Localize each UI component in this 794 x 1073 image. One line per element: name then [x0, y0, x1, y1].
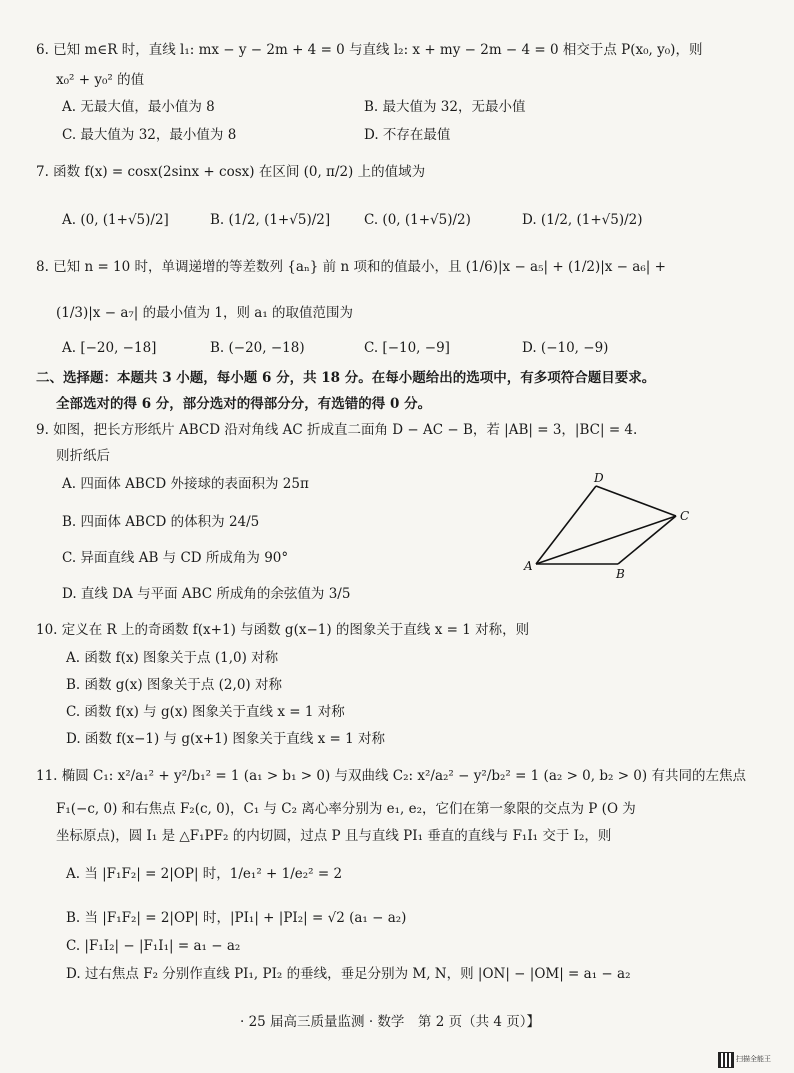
q9-stem-line1: 9. 如图，把长方形纸片 ABCD 沿对角线 AC 折成直二面角 D − AC − B，若 |AB| = 3，|BC| = 4. — [36, 422, 638, 438]
page-footer: · 25 届高三质量监测 · 数学 第 2 页（共 4 页）】 — [240, 1014, 541, 1030]
q6-stem-line2: x₀² + y₀² 的值 — [56, 72, 145, 88]
q6-stem-line1: 6. 已知 m∈R 时，直线 l₁: mx − y − 2m + 4 = 0 与直线 l₂: x + my − 2m − 4 = 0 相交于点 P(x₀, y₀)，则 — [36, 42, 703, 58]
q11-option-b: B. 当 |F₁F₂| = 2|OP| 时，|PI₁| + |PI₂| = √2 (a₁ − a₂) — [66, 910, 407, 926]
q7-option-b: B. (1/2, (1+√5)/2] — [210, 212, 331, 228]
section2-heading-line1: 二、选择题：本题共 3 小题，每小题 6 分，共 18 分。在每小题给出的选项中，有多项符合题目要求。 — [36, 370, 656, 386]
q7-stem: 7. 函数 f(x) = cosx(2sinx + cosx) 在区间 (0, π/2) 上的值域为 — [36, 164, 426, 180]
section2-heading-line2: 全部选对的得 6 分，部分选对的得部分分，有选错的得 0 分。 — [56, 396, 432, 412]
vertex-label-b: B — [616, 567, 625, 581]
edge-bc — [618, 516, 676, 564]
edge-ad — [536, 486, 596, 564]
q10-option-a: A. 函数 f(x) 图象关于点 (1,0) 对称 — [66, 650, 279, 666]
q9-option-a: A. 四面体 ABCD 外接球的表面积为 25π — [62, 476, 309, 492]
q8-option-c: C. [−10, −9] — [364, 340, 450, 356]
q9-option-c: C. 异面直线 AB 与 CD 所成角为 90° — [62, 550, 289, 566]
qr-code-icon — [718, 1052, 734, 1068]
q9-stem-line2: 则折纸后 — [56, 448, 110, 464]
q11-option-c: C. |F₁I₂| − |F₁I₁| = a₁ − a₂ — [66, 938, 241, 954]
q8-stem-line1: 8. 已知 n = 10 时，单调递增的等差数列 {aₙ} 前 n 项和的值最小，且 (1/6)|x − a₅| + (1/2)|x − a₆| + — [36, 259, 666, 275]
vertex-label-c: C — [680, 509, 690, 523]
q8-option-a: A. [−20, −18] — [62, 340, 157, 356]
q11-stem-line1: 11. 椭圆 C₁: x²/a₁² + y²/b₁² = 1 (a₁ > b₁ > 0) 与双曲线 C₂: x²/a₂² − y²/b₂² = 1 (a₂ > 0, b₂ > 0) 有共同的左焦点 — [36, 768, 746, 784]
q6-option-d: D. 不存在最值 — [364, 127, 451, 143]
q10-option-d: D. 函数 f(x−1) 与 g(x+1) 图象关于直线 x = 1 对称 — [66, 731, 386, 747]
q7-option-a: A. (0, (1+√5)/2] — [62, 212, 169, 228]
q8-option-b: B. (−20, −18) — [210, 340, 305, 356]
q10-option-b: B. 函数 g(x) 图象关于点 (2,0) 对称 — [66, 677, 282, 693]
q7-option-c: C. (0, (1+√5)/2) — [364, 212, 471, 228]
folded-tetrahedron-figure — [520, 468, 700, 583]
q6-option-b: B. 最大值为 32，无最小值 — [364, 99, 526, 115]
vertex-label-a: A — [524, 559, 533, 573]
q11-stem-line3: 坐标原点)，圆 I₁ 是 △F₁PF₂ 的内切圆，过点 P 且与直线 PI₁ 垂直的直线与 F₁I₁ 交于 I₂，则 — [56, 828, 612, 844]
q9-option-b: B. 四面体 ABCD 的体积为 24/5 — [62, 514, 260, 530]
q8-stem-line2: (1/3)|x − a₇| 的最小值为 1，则 a₁ 的取值范围为 — [56, 305, 354, 321]
q11-option-a: A. 当 |F₁F₂| = 2|OP| 时，1/e₁² + 1/e₂² = 2 — [66, 866, 343, 882]
q10-stem: 10. 定义在 R 上的奇函数 f(x+1) 与函数 g(x−1) 的图象关于直线 x = 1 对称，则 — [36, 622, 530, 638]
q7-option-d: D. (1/2, (1+√5)/2) — [522, 212, 643, 228]
q8-option-d: D. (−10, −9) — [522, 340, 609, 356]
scanner-watermark: 扫描全能王 — [736, 1055, 771, 1063]
q9-option-d: D. 直线 DA 与平面 ABC 所成角的余弦值为 3/5 — [62, 586, 351, 602]
edge-ac — [536, 516, 676, 564]
edge-dc — [596, 486, 676, 516]
vertex-label-d: D — [594, 471, 604, 485]
q11-option-d: D. 过右焦点 F₂ 分别作直线 PI₁, PI₂ 的垂线，垂足分别为 M, N，则 |ON| − |OM| = a₁ − a₂ — [66, 966, 631, 982]
q6-option-a: A. 无最大值，最小值为 8 — [62, 99, 215, 115]
q11-stem-line2: F₁(−c, 0) 和右焦点 F₂(c, 0)，C₁ 与 C₂ 离心率分别为 e₁, e₂，它们在第一象限的交点为 P (O 为 — [56, 801, 636, 817]
q10-option-c: C. 函数 f(x) 与 g(x) 图象关于直线 x = 1 对称 — [66, 704, 345, 720]
q6-option-c: C. 最大值为 32，最小值为 8 — [62, 127, 237, 143]
